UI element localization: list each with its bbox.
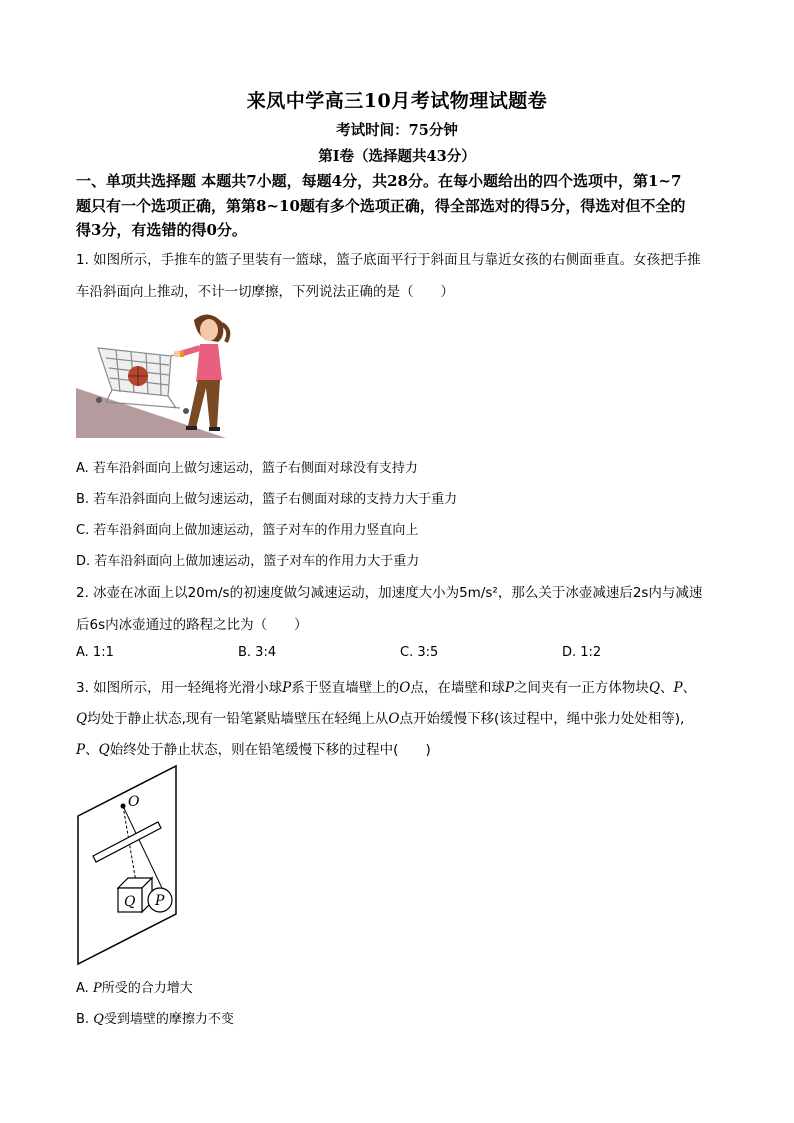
- q1-figure-cart-on-slope: [76, 308, 246, 440]
- q1-option-b: B. 若车沿斜面向上做匀速运动，篮子右侧面对球的支持力大于重力: [76, 492, 458, 507]
- q3-option-a: A. P所受的合力增大: [76, 981, 193, 996]
- cart-wheel: [96, 397, 102, 403]
- girl-figure: [174, 314, 229, 431]
- q2-option-d: D. 1:2: [562, 645, 602, 660]
- part-heading: 第I卷（选择题共43分）: [318, 148, 476, 165]
- exam-time: 考试时间：75分钟: [336, 122, 458, 139]
- page-title: 来凤中学高三10月考试物理试题卷: [246, 90, 548, 112]
- section-instructions-line-1: 一、单项共选择题 本题共7小题，每题4分，共28分。在每小题给出的四个选项中，第1~7: [76, 172, 682, 190]
- label-o: O: [128, 794, 140, 810]
- q2-stem-line-2: 后6s内冰壶通过的路程之比为（ ）: [76, 617, 308, 633]
- q2-option-c: C. 3:5: [400, 645, 439, 660]
- q1-option-a: A. 若车沿斜面向上做匀速运动，篮子右侧面对球没有支持力: [76, 461, 418, 476]
- label-p: P: [155, 893, 165, 909]
- q1-option-d: D. 若车沿斜面向上做加速运动，篮子对车的作用力大于重力: [76, 554, 420, 569]
- q3-figure-wall-ball-block: [76, 764, 186, 966]
- q3-option-b: B. Q受到墙壁的摩擦力不变: [76, 1012, 234, 1027]
- q3-stem-line-3: P、Q始终处于静止状态，则在铅笔缓慢下移的过程中( ): [76, 742, 431, 758]
- wall: [78, 766, 176, 964]
- q2-stem-line-1: 2. 冰壶在冰面上以20m/s的初速度做匀减速运动，加速度大小为5m/s²，那么关于冰壶减速后2s内与减速: [76, 585, 703, 601]
- section-instructions-line-3: 得3分，有选错的得0分。: [76, 221, 247, 239]
- q1-stem-line-1: 1. 如图所示，手推车的篮子里装有一篮球，篮子底面平行于斜面且与靠近女孩的右侧面垂直。女孩把手推: [76, 252, 701, 268]
- label-q: Q: [124, 894, 136, 910]
- q1-stem-line-2: 车沿斜面向上推动，不计一切摩擦，下列说法正确的是（ ）: [76, 284, 454, 300]
- q3-stem-line-2: Q均处于静止状态,现有一铅笔紧贴墙壁压在轻绳上从O点开始缓慢下移(该过程中，绳中张力处处相等),: [76, 711, 685, 727]
- q3-stem-line-1: 3. 如图所示，用一轻绳将光滑小球P系于竖直墙壁上的O点，在墙壁和球P之间夹有一正方体物块Q、P、: [76, 680, 697, 696]
- section-instructions-line-2: 题只有一个选项正确，第第8~10题有多个选项正确，得全部选对的得5分，得选对但不全的: [76, 197, 686, 215]
- q2-option-a: A. 1:1: [76, 645, 114, 660]
- cart-wheel: [183, 408, 189, 414]
- q1-option-c: C. 若车沿斜面向上做加速运动，篮子对车的作用力竖直向上: [76, 523, 419, 538]
- q2-option-b: B. 3:4: [238, 645, 277, 660]
- rope: [123, 806, 162, 888]
